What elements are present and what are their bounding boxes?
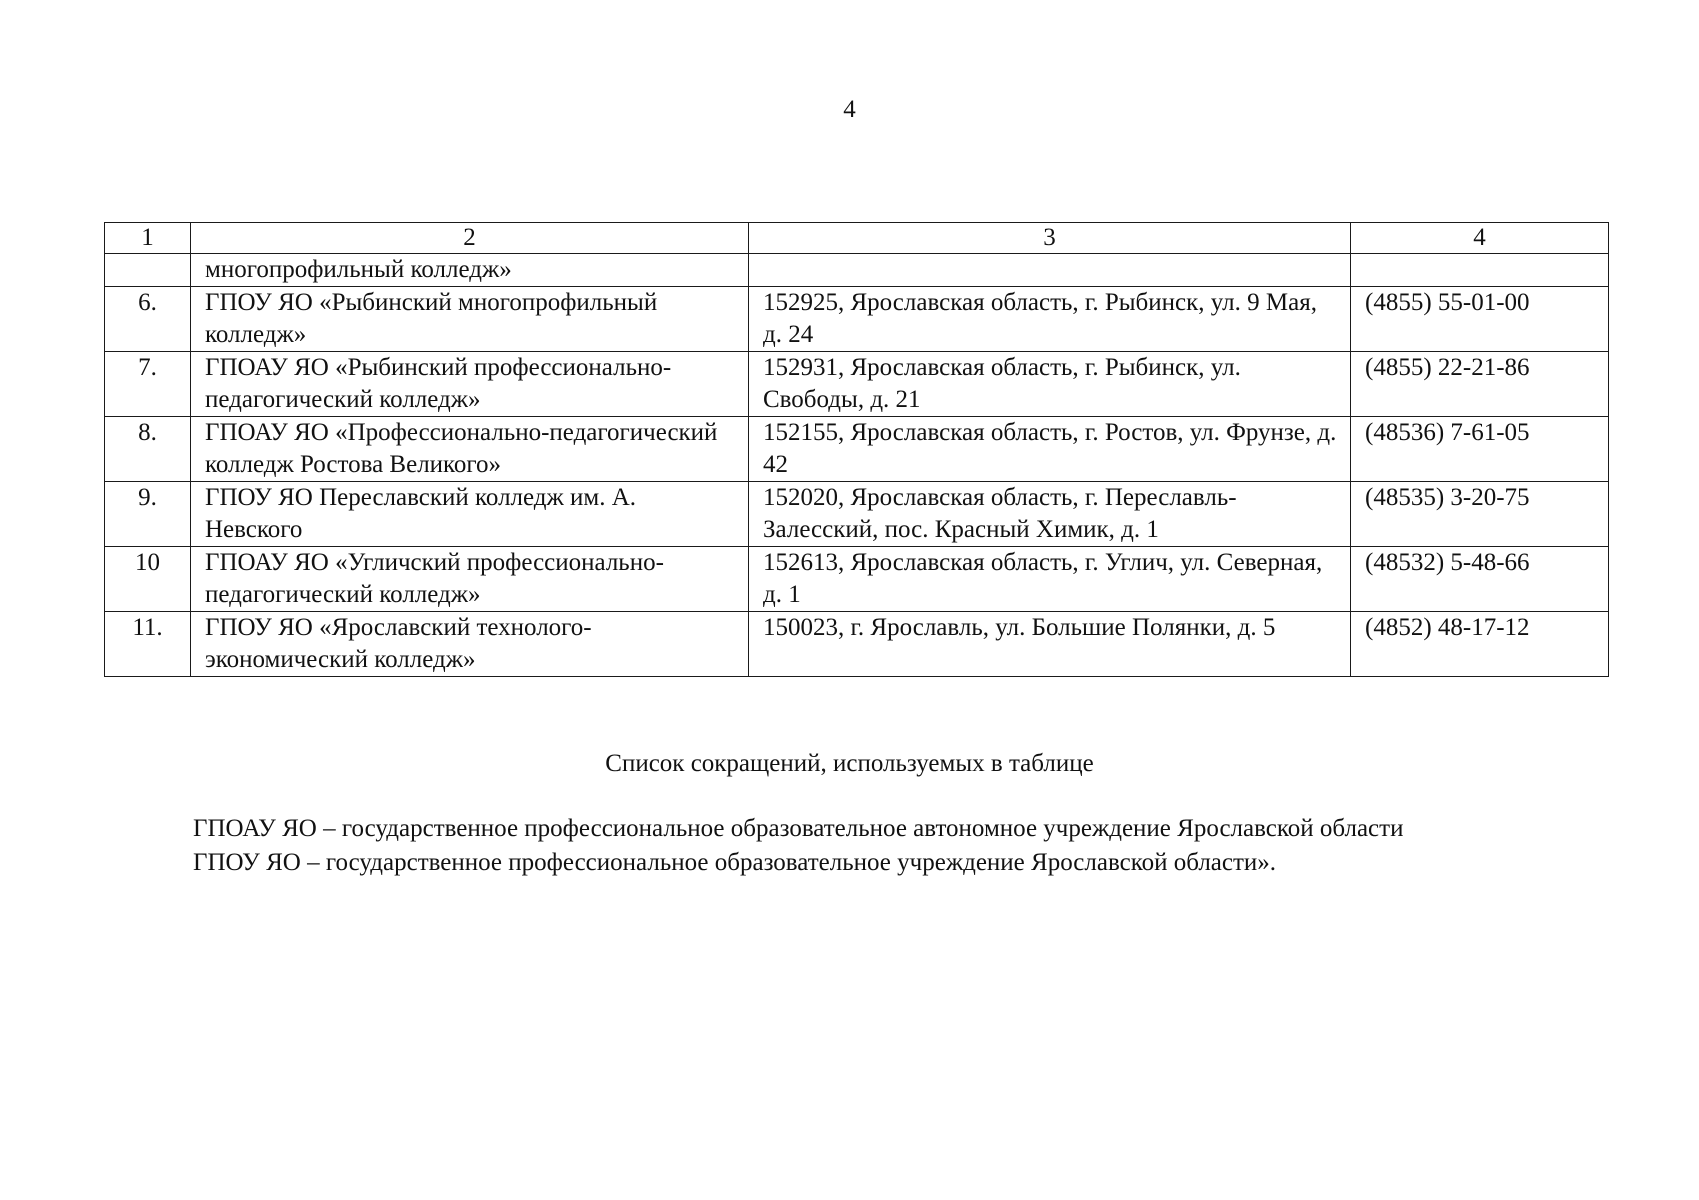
college-address: 150023, г. Ярославль, ул. Большие Полянки, д. 5 [749, 612, 1351, 677]
table-row [105, 612, 1609, 677]
table-header-row [105, 223, 1609, 254]
row-number: 11. [105, 612, 191, 677]
college-name: ГПОАУ ЯО «Угличский профессионально-педагогический колледж» [191, 547, 749, 612]
row-number: 9. [105, 482, 191, 547]
column-header: 4 [1351, 223, 1609, 254]
college-address: 152931, Ярославская область, г. Рыбинск, ул. Свободы, д. 21 [749, 352, 1351, 417]
college-name: ГПОАУ ЯО «Профессионально-педагогический колледж Ростова Великого» [191, 417, 749, 482]
row-number: 7. [105, 352, 191, 417]
abbreviation-item: ГПОУ ЯО – государственное профессиональное образовательное учреждение Ярославской области». [193, 849, 1277, 876]
college-address: 152020, Ярославская область, г. Переславль-Залесский, пос. Красный Химик, д. 1 [749, 482, 1351, 547]
college-name: многопрофильный колледж» [191, 254, 749, 287]
abbreviations-list [193, 812, 1403, 880]
page-number: 4 [843, 96, 856, 123]
column-header: 3 [749, 223, 1351, 254]
row-number: 10 [105, 547, 191, 612]
college-name: ГПОАУ ЯО «Рыбинский профессионально-педагогический колледж» [191, 352, 749, 417]
table-row [105, 482, 1609, 547]
table-row [105, 547, 1609, 612]
table-row [105, 287, 1609, 352]
row-number: 6. [105, 287, 191, 352]
college-phone [1351, 254, 1609, 287]
college-name: ГПОУ ЯО «Рыбинский многопрофильный колледж» [191, 287, 749, 352]
table-row [105, 254, 1609, 287]
college-address: 152613, Ярославская область, г. Углич, ул. Северная, д. 1 [749, 547, 1351, 612]
college-address: 152155, Ярославская область, г. Ростов, ул. Фрунзе, д. 42 [749, 417, 1351, 482]
table-row [105, 352, 1609, 417]
college-phone: (48536) 7-61-05 [1351, 417, 1609, 482]
column-header: 2 [191, 223, 749, 254]
college-name: ГПОУ ЯО Переславский колледж им. А. Невского [191, 482, 749, 547]
colleges-table [104, 222, 1609, 677]
college-name: ГПОУ ЯО «Ярославский технолого-экономический колледж» [191, 612, 749, 677]
row-number: 8. [105, 417, 191, 482]
abbreviation-item: ГПОАУ ЯО – государственное профессиональное образовательное автономное учреждение Ярославской области [193, 815, 1404, 842]
college-phone: (4852) 48-17-12 [1351, 612, 1609, 677]
column-header: 1 [105, 223, 191, 254]
row-number [105, 254, 191, 287]
abbreviations-caption: Список сокращений, используемых в таблице [605, 750, 1094, 777]
college-address [749, 254, 1351, 287]
college-phone: (4855) 55-01-00 [1351, 287, 1609, 352]
college-phone: (48532) 5-48-66 [1351, 547, 1609, 612]
college-phone: (48535) 3-20-75 [1351, 482, 1609, 547]
table-row [105, 417, 1609, 482]
college-address: 152925, Ярославская область, г. Рыбинск, ул. 9 Мая, д. 24 [749, 287, 1351, 352]
college-phone: (4855) 22-21-86 [1351, 352, 1609, 417]
